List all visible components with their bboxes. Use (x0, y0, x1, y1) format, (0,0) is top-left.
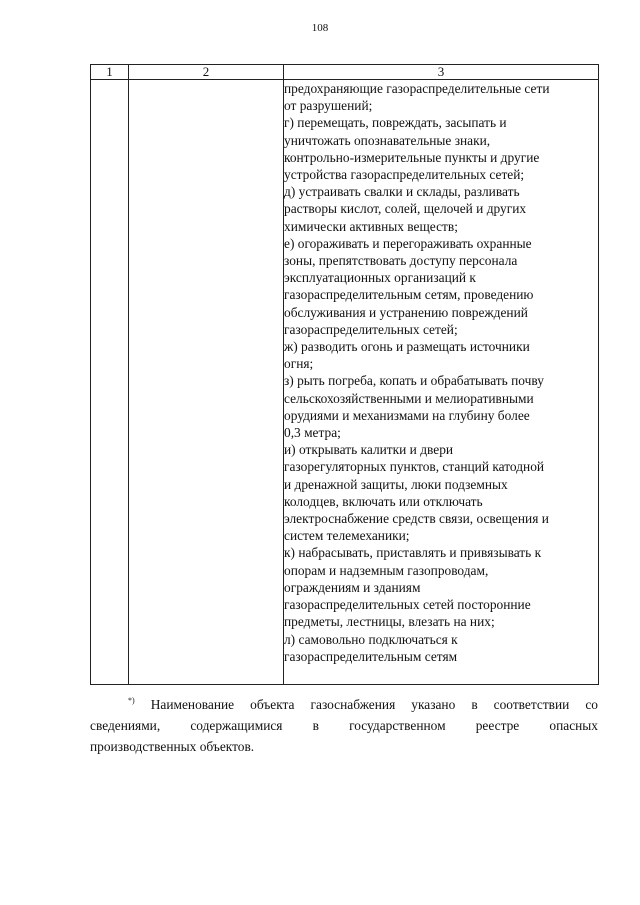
text-line: к) набрасывать, приставлять и привязывать к (284, 545, 542, 561)
text-line: з) рыть погреба, копать и обрабатывать почву (284, 373, 544, 389)
text-line: предохраняющие газораспределительные сети (284, 81, 550, 96)
text-line: 0,3 метра; (284, 425, 341, 441)
footnote-line-3: производственных объектов. (90, 739, 255, 754)
text-line: растворы кислот, солей, щелочей и других (284, 201, 527, 217)
text-line: е) огораживать и перегораживать охранные (284, 235, 532, 251)
text-line: зоны, препятствовать доступу персонала (284, 253, 518, 269)
text-line: л) самовольно подключаться к (284, 631, 458, 647)
text-line: контрольно-измерительные пункты и другие (284, 149, 540, 165)
text-line: газорегуляторных пунктов, станций катодной (284, 459, 545, 475)
text-line: д) устраивать свалки и склады, разливать (284, 184, 520, 200)
footnote-text-1: Наименование объекта газоснабжения указано в соответствии со (150, 697, 598, 712)
text-line: огня; (284, 356, 314, 372)
footnote-mark: *) (128, 696, 135, 705)
text-line: эксплуатационных организаций к (284, 270, 476, 286)
text-line: сельскохозяйственными и мелиоративными (284, 390, 534, 406)
column-header-2: 2 (129, 65, 284, 80)
table-header-row (91, 65, 599, 80)
text-line: газораспределительных сетей посторонние (284, 597, 531, 613)
text-line: обслуживания и устранению повреждений (284, 304, 528, 320)
text-line: газораспределительным сетям, проведению (284, 287, 534, 303)
text-line: ж) разводить огонь и размещать источники (284, 339, 530, 355)
text-line: от разрушений; (284, 98, 373, 114)
text-line: газораспределительным сетям (284, 648, 458, 664)
text-line: систем телемеханики; (284, 528, 410, 544)
text-line: газораспределительных сетей; (284, 321, 458, 337)
table-cell-col2 (129, 80, 284, 685)
text-line: и) открывать калитки и двери (284, 442, 454, 458)
text-line: электроснабжение средств связи, освещения и (284, 511, 549, 527)
text-line: опорам и надземным газопроводам, (284, 562, 489, 578)
text-line: химически активных веществ; (284, 218, 458, 234)
text-line: предметы, лестницы, влезать на них; (284, 614, 495, 630)
footnote-line-1 (90, 690, 598, 715)
text-line: г) перемещать, повреждать, засыпать и (284, 115, 507, 131)
text-line: орудиями и механизмами на глубину более (284, 407, 530, 423)
text-line: устройства газораспределительных сетей; (284, 167, 525, 183)
text-line: колодцев, включать или отключать (284, 493, 483, 509)
table-cell-col3 (284, 80, 599, 685)
text-line: и дренажной защиты, люки подземных (284, 476, 508, 492)
requirements-table (90, 64, 599, 685)
column-header-3: 3 (284, 65, 599, 80)
text-line: уничтожать опознавательные знаки, (284, 132, 491, 148)
table-cell-col1 (91, 80, 129, 685)
text-line: ограждениям и зданиям (284, 579, 421, 595)
page-number: 108 (311, 22, 329, 34)
table-row (91, 80, 599, 685)
footnote-line-2: сведениями, содержащимися в государственном реестре опасных (90, 718, 598, 733)
column-header-1: 1 (91, 65, 129, 80)
footnote (90, 690, 598, 757)
